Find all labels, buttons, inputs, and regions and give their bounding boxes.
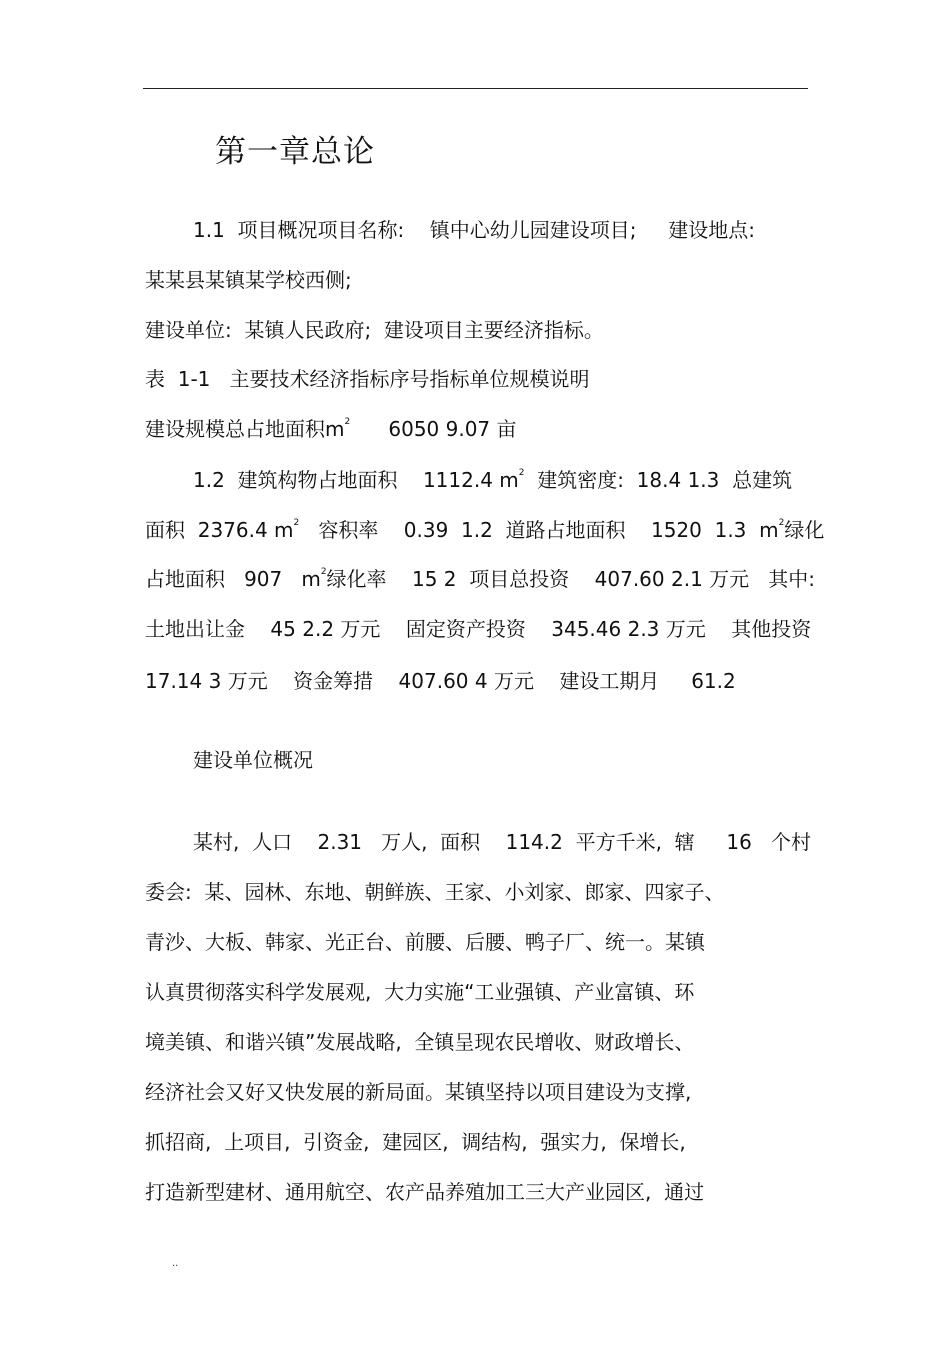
superscript: 2 — [293, 518, 300, 528]
paragraph-line: 某村, 人口 2.31 万人, 面积 114.2 平方千米, 辖 16 个村 — [193, 830, 811, 854]
text-segment: 建筑密度: 18.4 1.3 总建筑 — [524, 468, 793, 492]
text-segment: 1.2 建筑构物占地面积 1112.4 m — [193, 468, 519, 492]
paragraph-line: 抓招商, 上项目, 引资金, 建园区, 调结构, 强实力, 保增长, — [145, 1130, 686, 1154]
text-segment: 容积率 0.39 1.2 道路占地面积 1520 1.3 m — [299, 518, 779, 542]
paragraph-line: 认真贯彻落实科学发展观, 大力实施“工业强镇、产业富镇、环 — [145, 980, 695, 1004]
section-heading: 建设单位概况 — [193, 748, 313, 772]
paragraph-line: 境美镇、和谐兴镇”发展战略, 全镇呈现农民增收、财政增长、 — [145, 1030, 695, 1054]
location-line: 某某县某镇某学校西侧; — [145, 268, 352, 292]
header-rule — [143, 88, 808, 89]
land-fee-line: 土地出让金 45 2.2 万元 固定资产投资 345.46 2.3 万元 其他投资 — [145, 617, 812, 641]
superscript: 2 — [320, 567, 327, 577]
funding-line: 17.14 3 万元 资金筹措 407.60 4 万元 建设工期月 61.2 — [145, 669, 736, 693]
chapter-title: 第一章总论 — [215, 134, 375, 170]
paragraph-line: 青沙、大板、韩家、光正台、前腰、后腰、鸭子厂、统一。某镇 — [145, 930, 705, 954]
paragraph-line: 经济社会又好又快发展的新局面。某镇坚持以项目建设为支撑, — [145, 1080, 692, 1104]
table-caption: 表 1-1 主要技术经济指标序号指标单位规模说明 — [145, 367, 590, 391]
superscript: 2 — [778, 518, 785, 528]
page-footer-mark: .. — [172, 1258, 179, 1269]
building-area-line — [193, 468, 810, 492]
text-segment: 绿化率 15 2 项目总投资 407.60 2.1 万元 其中: — [326, 567, 815, 591]
paragraph-line: 委会: 某、园林、东地、朝鲜族、王家、小刘家、郎家、四家子、 — [145, 880, 725, 904]
paragraph-line: 打造新型建材、通用航空、农产品养殖加工三大产业园区, 通过 — [145, 1180, 705, 1204]
superscript: 2 — [344, 417, 351, 427]
text-segment: 绿化 — [784, 518, 825, 542]
green-area-line — [145, 567, 815, 591]
text-segment: 面积 2376.4 m — [145, 518, 294, 542]
superscript: 2 — [518, 468, 525, 478]
floor-area-line — [145, 518, 825, 542]
text-segment: 占地面积 907 m — [145, 567, 321, 591]
section-1-1-line: 1.1 项目概况项目名称: 镇中心幼儿园建设项目; 建设地点: — [193, 218, 755, 242]
unit-line: 建设单位: 某镇人民政府; 建设项目主要经济指标。 — [145, 318, 604, 342]
text-segment: 6050 9.07 亩 — [350, 417, 517, 441]
site-area-line — [145, 417, 810, 441]
text-segment: 建设规模总占地面积m — [145, 417, 345, 441]
